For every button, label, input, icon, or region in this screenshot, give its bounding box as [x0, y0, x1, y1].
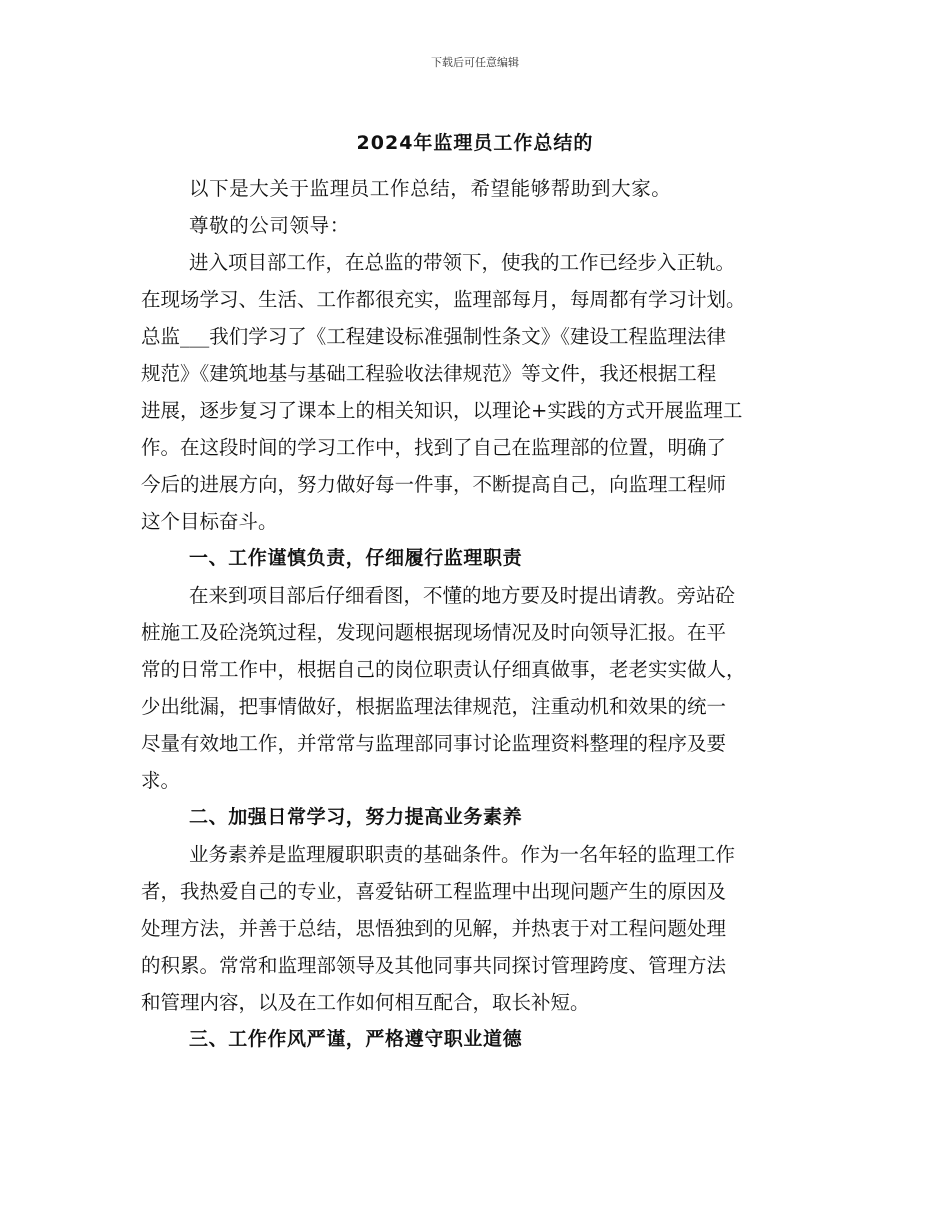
- paragraph-line: 在现场学习、生活、工作都很充实，监理部每月，每周都有学习计划。: [141, 288, 746, 311]
- paragraph-line: 进展，逐步复习了课本上的相关知识，以理论+实践的方式开展监理工: [141, 399, 743, 422]
- section-heading-1: 一、工作谨慎负责，仔细履行监理职责: [189, 547, 523, 569]
- paragraph-3: [141, 836, 821, 1021]
- paragraph-line: 者，我热爱自己的专业，喜爱钻研工程监理中出现问题产生的原因及: [141, 880, 727, 903]
- paragraph-line: 常的日常工作中，根据自己的岗位职责认仔细真做事，老老实实做人，: [141, 658, 746, 681]
- paragraph-1: [141, 244, 821, 540]
- paragraph-line: 处理方法，并善于总结，思悟独到的见解，并热衷于对工程问题处理: [141, 917, 727, 940]
- paragraph-line: 和管理内容，以及在工作如何相互配合，取长补短。: [141, 991, 590, 1014]
- paragraph-line: 少出纰漏，把事情做好，根据监理法律规范，注重动机和效果的统一: [141, 695, 727, 718]
- document-title: 2024年监理员工作总结的: [356, 132, 594, 154]
- paragraph-2: [141, 577, 821, 799]
- paragraph-line: 进入项目部工作，在总监的带领下，使我的工作已经步入正轨。: [189, 251, 736, 274]
- paragraph-line: 规范》《建筑地基与基础工程验收法律规范》等文件，我还根据工程: [141, 362, 717, 385]
- paragraph-line: 的积累。常常和监理部领导及其他同事共同探讨管理跨度、管理方法: [141, 954, 727, 977]
- paragraph-line: 总监___我们学习了《工程建设标准强制性条文》《建设工程监理法律: [141, 325, 727, 348]
- paragraph-line: 求。: [141, 769, 181, 792]
- paragraph-line: 今后的进展方向，努力做好每一件事，不断提高自己，向监理工程师: [141, 473, 727, 496]
- intro-paragraph: 以下是大关于监理员工作总结，希望能够帮助到大家。: [189, 177, 672, 200]
- paragraph-line: 在来到项目部后仔细看图，不懂的地方要及时提出请教。旁站砼: [189, 584, 736, 607]
- header-note: 下载后可任意编辑: [431, 56, 519, 69]
- salutation: 尊敬的公司领导：: [189, 214, 350, 237]
- paragraph-line: 尽量有效地工作，并常常与监理部同事讨论监理资料整理的程序及要: [141, 732, 727, 755]
- section-heading-3: 三、工作作风严谨，严格遵守职业道德: [189, 1028, 523, 1050]
- paragraph-line: 业务素养是监理履职职责的基础条件。作为一名年轻的监理工作: [189, 843, 736, 866]
- paragraph-line: 这个目标奋斗。: [141, 510, 278, 533]
- section-heading-2: 二、加强日常学习，努力提高业务素养: [189, 806, 523, 828]
- paragraph-line: 作。在这段时间的学习工作中，找到了自己在监理部的位置，明确了: [141, 436, 727, 459]
- document-body: [141, 170, 821, 1058]
- paragraph-line: 桩施工及砼浇筑过程，发现问题根据现场情况及时向领导汇报。在平: [141, 621, 727, 644]
